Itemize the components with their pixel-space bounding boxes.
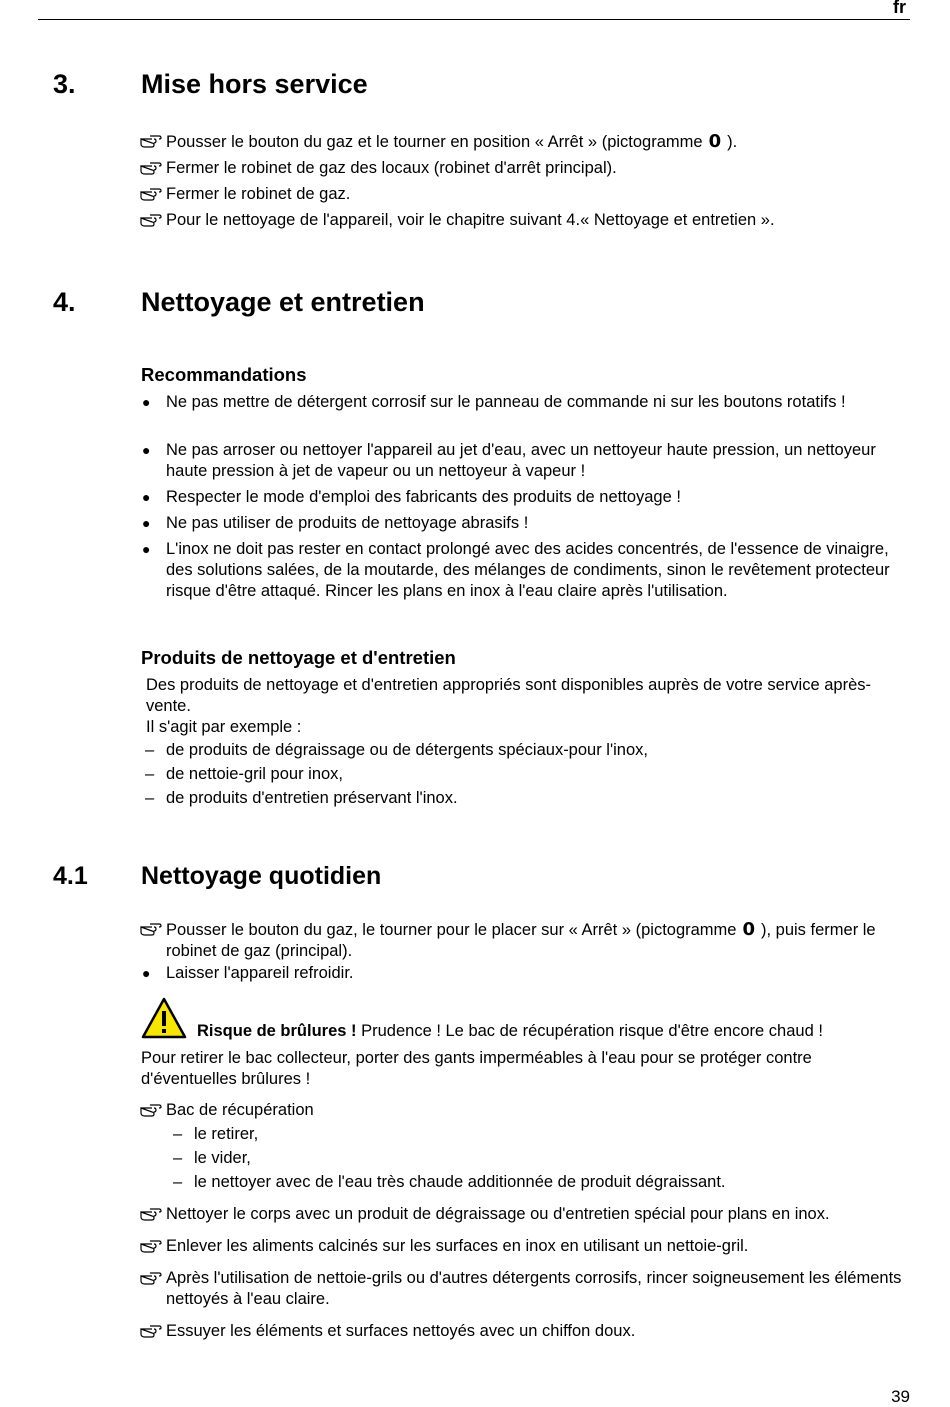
section-3-title: Mise hors service <box>141 69 368 99</box>
dash-icon: – <box>173 1173 183 1191</box>
language-code: fr <box>893 0 906 17</box>
bullet-icon: ● <box>142 541 151 557</box>
list-item-text: Pousser le bouton du gaz et le tourner en position « Arrêt » (pictogramme <box>166 133 703 151</box>
page-number: 39 <box>891 1387 910 1406</box>
list-item-text: Ne pas utiliser de produits de nettoyage abrasifs ! <box>166 514 529 532</box>
list-item <box>145 764 343 785</box>
pointing-hand-icon <box>140 1204 162 1221</box>
list-item-text: Après l'utilisation de nettoie-grils ou d'autres détergents corrosifs, rincer soigneusement les éléments nettoyés à l'eau claire. <box>166 1269 902 1308</box>
list-item-text: Laisser l'appareil refroidir. <box>166 964 354 982</box>
list-item <box>173 1148 251 1169</box>
list-item-text: Respecter le mode d'emploi des fabricants des produits de nettoyage ! <box>166 488 681 506</box>
list-item <box>140 1204 910 1225</box>
section-41-number: 4.1 <box>53 862 88 890</box>
list-item: Pousser le bouton du gaz, le tourner pour le placer sur « Arrêt » (pictogramme 0 ), puis fermer le robinet de gaz (principal). <box>140 919 880 962</box>
list-item <box>140 487 910 508</box>
list-item-text: de produits d'entretien préservant l'inox. <box>166 789 458 807</box>
list-item-text: Pousser le bouton du gaz, le tourner pour le placer sur « Arrêt » (pictogramme <box>166 921 737 939</box>
paragraph: Il s'agit par exemple : <box>146 718 302 736</box>
warning-title: Risque de brûlures ! <box>197 1022 357 1040</box>
dash-icon: – <box>145 741 155 759</box>
list-item-text: Bac de récupération <box>166 1101 314 1119</box>
list-item <box>140 513 910 534</box>
list-item-text: Pour le nettoyage de l'appareil, voir le chapitre suivant 4.« Nettoyage et entretien ». <box>166 211 775 229</box>
list-item <box>140 1321 910 1342</box>
list-item <box>140 1100 910 1121</box>
paragraph: Des produits de nettoyage et d'entretien appropriés sont disponibles auprès de votre service après-vente. <box>146 676 871 715</box>
bullet-icon: ● <box>142 515 151 531</box>
list-item-text: Ne pas arroser ou nettoyer l'appareil au jet d'eau, avec un nettoyeur haute pression, un nettoyeur haute pression à jet de vapeur ou un nettoyeur à vapeur ! <box>166 441 876 480</box>
off-pictogram: 0 <box>742 919 755 940</box>
pointing-hand-icon <box>140 158 162 175</box>
warning-paragraph: Pour retirer le bac collecteur, porter des gants imperméables à l'eau pour se protéger contre d'éventuelles brûlures ! <box>141 1049 812 1088</box>
list-item <box>140 210 910 231</box>
list-item-text: de nettoie-gril pour inox, <box>166 765 344 783</box>
header-rule <box>38 19 910 20</box>
section-41-title: Nettoyage quotidien <box>141 862 382 890</box>
list-item <box>145 788 458 809</box>
pointing-hand-icon <box>140 1321 162 1338</box>
list-item <box>140 440 910 482</box>
dash-icon: – <box>173 1125 183 1143</box>
list-item <box>140 184 910 205</box>
bullet-icon: ● <box>142 489 151 505</box>
bullet-icon: ● <box>142 442 151 458</box>
section-4-title: Nettoyage et entretien <box>141 287 425 317</box>
bullet-icon: ● <box>142 965 151 981</box>
pointing-hand-icon <box>140 1100 162 1117</box>
dash-icon: – <box>145 789 155 807</box>
list-item-text: Enlever les aliments calcinés sur les surfaces en inox en utilisant un nettoie-gril. <box>166 1237 749 1255</box>
list-item <box>145 740 648 761</box>
list-item-text: le retirer, <box>194 1125 259 1143</box>
warning-line <box>197 1021 823 1042</box>
pointing-hand-icon <box>140 1236 162 1253</box>
list-item <box>140 1236 910 1257</box>
dash-icon: – <box>145 765 155 783</box>
list-item-text: L'inox ne doit pas rester en contact prolongé avec des acides concentrés, de l'essence de vinaigre, des solutions salées, de la moutarde, des mélanges de condiments, sinon le revêtement protecteur risque d'être attaqué. Rincer les plans en inox à l'eau claire après l'utilisation. <box>166 540 890 600</box>
list-item <box>140 1268 910 1310</box>
warning-triangle-icon <box>141 997 187 1044</box>
warning-text: Prudence ! Le bac de récupération risque d'être encore chaud ! <box>361 1022 823 1040</box>
section-4-number: 4. <box>53 287 76 317</box>
list-item-text: Nettoyer le corps avec un produit de dégraissage ou d'entretien spécial pour plans en inox. <box>166 1205 830 1223</box>
list-item-text: Fermer le robinet de gaz des locaux (robinet d'arrêt principal). <box>166 159 617 177</box>
dash-icon: – <box>173 1149 183 1167</box>
list-item-text: Essuyer les éléments et surfaces nettoyés avec un chiffon doux. <box>166 1322 636 1340</box>
pointing-hand-icon <box>140 210 162 227</box>
list-item <box>173 1124 258 1145</box>
list-item <box>140 539 905 602</box>
list-item <box>140 158 910 179</box>
list-item: Pousser le bouton du gaz et le tourner en position « Arrêt » (pictogramme 0 ). <box>140 131 910 153</box>
list-item-text: le vider, <box>194 1149 251 1167</box>
pointing-hand-icon <box>140 919 162 936</box>
list-item-text: Fermer le robinet de gaz. <box>166 185 351 203</box>
pointing-hand-icon <box>140 1268 162 1285</box>
list-item-text: de produits de dégraissage ou de détergents spéciaux-pour l'inox, <box>166 741 648 759</box>
bullet-icon: ● <box>142 394 151 410</box>
list-item <box>140 392 860 413</box>
pointing-hand-icon <box>140 131 162 148</box>
pointing-hand-icon <box>140 184 162 201</box>
list-item <box>140 963 910 984</box>
list-item-text: Ne pas mettre de détergent corrosif sur le panneau de commande ni sur les boutons rotatifs ! <box>166 393 846 411</box>
recommendations-heading: Recommandations <box>141 364 307 385</box>
section-3-number: 3. <box>53 69 76 99</box>
off-pictogram: 0 <box>708 131 722 152</box>
cleaning-products-heading: Produits de nettoyage et d'entretien <box>141 647 456 668</box>
list-item <box>173 1172 726 1193</box>
list-item-text: le nettoyer avec de l'eau très chaude additionnée de produit dégraissant. <box>194 1173 726 1191</box>
